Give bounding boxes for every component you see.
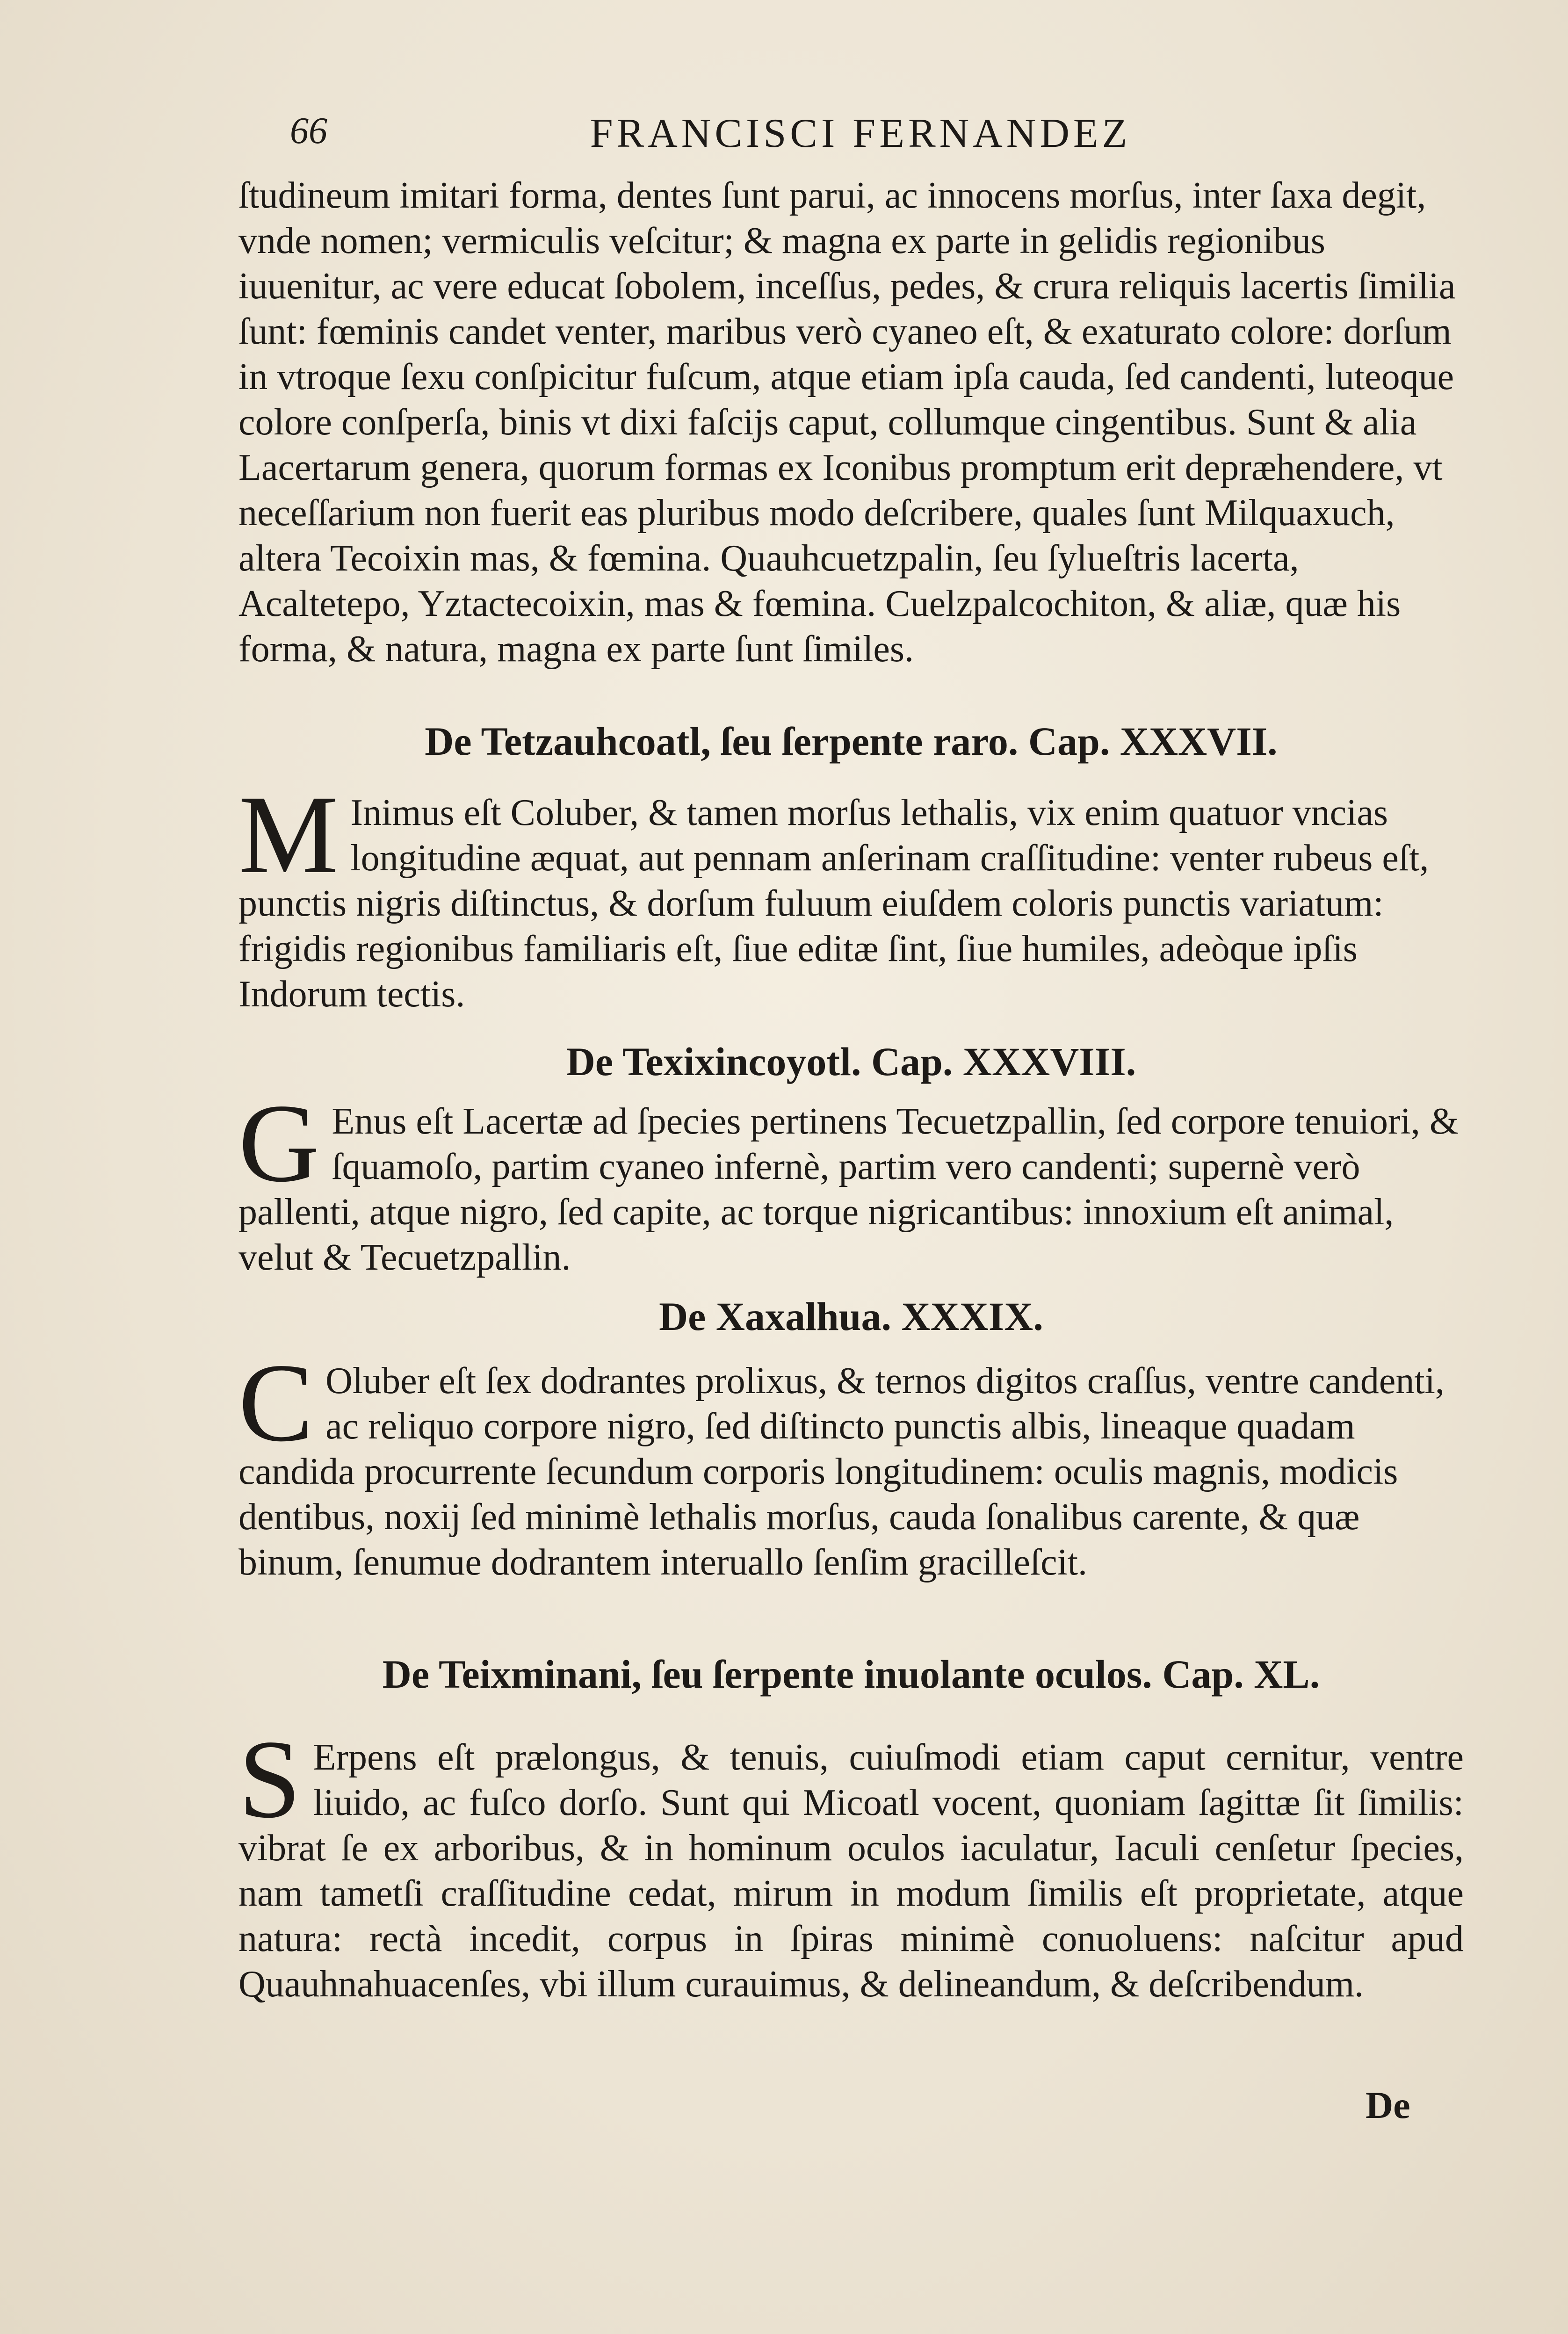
drop-initial: G bbox=[238, 1081, 320, 1205]
chapter-paragraph bbox=[238, 1081, 1464, 1280]
chapter-heading: De Tetzauhcoatl, ſeu ſerpente raro. Cap. XXXVII. bbox=[425, 719, 1278, 764]
intro-paragraph: ſtudineum imitari forma, dentes ſunt parui, ac innocens morſus, inter ſaxa degit, vnde nomen; vermiculis veſcitur; & magna ex parte in gelidis regionibus iuuenitur, ac vere educat ſobolem, inceſſus, pedes, & crura reliquis lacertis ſimilia ſunt: fœminis candet venter, maribus verò cyaneo eſt, & exaturato colore: dorſum in vtroque ſexu conſpicitur fuſcum, atque etiam ipſa cauda, ſed candenti, luteoque colore conſperſa, binis vt dixi faſcijs caput, collumque cingentibus. Sunt & alia Lacertarum genera, quorum formas ex Iconibus promptum erit deprӕhendere, vt neceſſarium non fuerit eas pluribus modo deſcribere, quales ſunt Milquaxuch, altera Tecoixin mas, & fœmina. Quauhcuetzpalin, ſeu ſylueſtris lacerta, Acaltetepo, Yztactecoixin, mas & fœmina. Cuelzpalcochiton, & aliӕ, quӕ his forma, & natura, magna ex parte ſunt ſimiles. bbox=[238, 175, 1456, 670]
drop-initial: M bbox=[238, 772, 339, 896]
page-number: 66 bbox=[290, 110, 327, 152]
chapter-paragraph bbox=[238, 772, 1464, 1017]
chapter-text: Enus eſt Lacertӕ ad ſpecies pertinens Tecuetzpallin, ſed corpore tenuiori, & ſquamoſo, partim cyaneo infernè, partim vero candenti; supernè verò pallenti, atque nigro, ſed capite, ac torque nigricantibus: innoxium eſt animal, velut & Tecuetzpallin. bbox=[238, 1101, 1459, 1278]
chapter-37-body bbox=[238, 772, 1464, 1017]
chapter-heading: De Xaxalhua. XXXIX. bbox=[659, 1294, 1043, 1339]
chapter-paragraph bbox=[238, 1340, 1464, 1585]
chapter-heading: De Texixincoyotl. Cap. XXXVIII. bbox=[566, 1039, 1136, 1084]
intro-block bbox=[238, 173, 1464, 672]
drop-initial: S bbox=[238, 1717, 301, 1841]
catchword: De bbox=[1366, 2084, 1410, 2126]
chapter-39-body bbox=[238, 1340, 1464, 1585]
drop-initial: C bbox=[238, 1340, 314, 1465]
running-head bbox=[243, 110, 1478, 161]
running-title: FRANCISCI FERNANDEZ bbox=[590, 111, 1131, 156]
chapter-38 bbox=[238, 1036, 1464, 1087]
chapter-paragraph bbox=[238, 1717, 1464, 2007]
chapter-heading: De Teixminani, ſeu ſerpente inuolante oculos. Cap. XL. bbox=[382, 1652, 1320, 1697]
chapter-37 bbox=[238, 715, 1464, 767]
chapter-40 bbox=[238, 1648, 1464, 1700]
chapter-38-body bbox=[238, 1081, 1464, 1280]
chapter-text: Erpens eſt prӕlongus, & tenuis, cuiuſmodi etiam caput cernitur, ventre liuido, ac fuſco dorſo. Sunt qui Micoatl vocent, quoniam ſagittӕ ſit ſimilis: vibrat ſe ex arboribus, & in hominum oculos iaculatur, Iaculi cenſetur ſpecies, nam tametſi craſſitudine cedat, mirum in modum ſimilis eſt proprietate, atque natura: rectà incedit, corpus in ſpiras minimè conuoluens: naſcitur apud Quauhnahuacenſes, vbi illum curauimus, & delineandum, & deſcribendum. bbox=[238, 1737, 1464, 2005]
chapter-39 bbox=[238, 1291, 1464, 1342]
chapter-text: Oluber eſt ſex dodrantes prolixus, & ternos digitos craſſus, ventre candenti, ac reliquo corpore nigro, ſed diſtincto punctis albis, lineaque quadam candida procurrente ſecundum corporis longitudinem: oculis magnis, modicis dentibus, noxij ſed minimè lethalis morſus, cauda ſonalibus carente, & quӕ binum, ſenumue dodrantem interuallo ſenſim gracilleſcit. bbox=[238, 1360, 1445, 1583]
chapter-40-body bbox=[238, 1717, 1464, 2007]
chapter-text: Inimus eſt Coluber, & tamen morſus lethalis, vix enim quatuor vncias longitudine ӕquat, aut pennam anſerinam craſſitudine: venter rubeus eſt, punctis nigris diſtinctus, & dorſum fuluum eiuſdem coloris punctis variatum: frigidis regionibus familiaris eſt, ſiue editӕ ſint, ſiue humiles, adeòque ipſis Indorum tectis. bbox=[238, 792, 1429, 1015]
